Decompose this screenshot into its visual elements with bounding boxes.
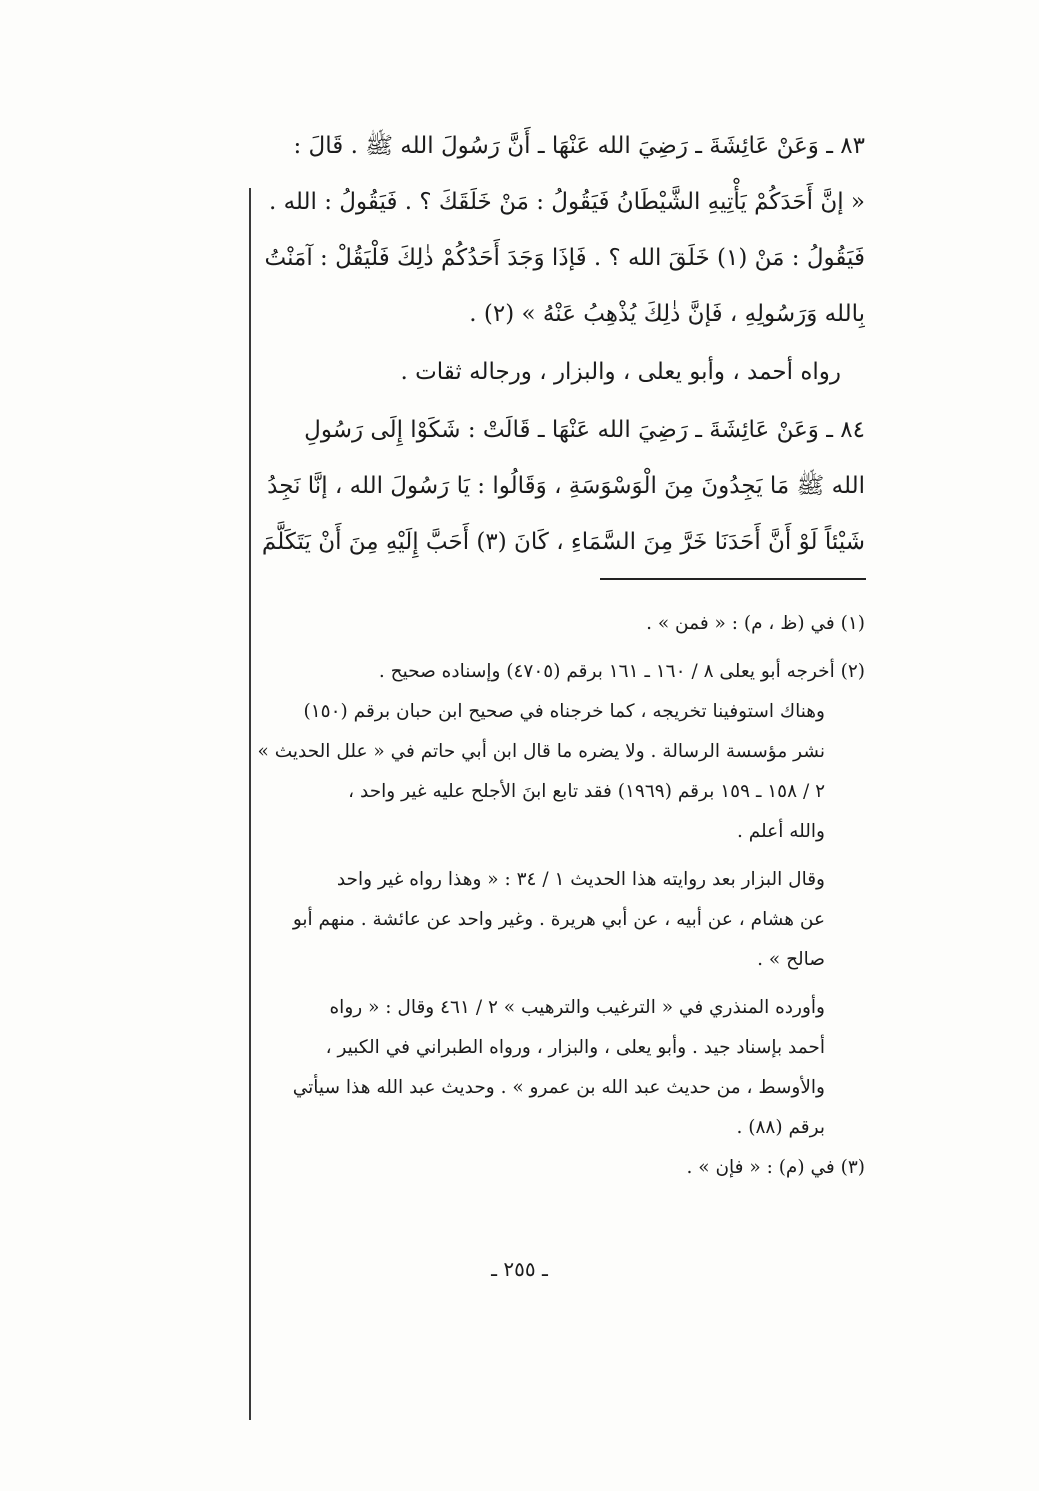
footnote-2-line: (٢) أخرجه أبو يعلى ٨ / ١٦٠ ـ ١٦١ برقم (٤٧٠٥) وإسناده صحيح . (378, 661, 865, 682)
mundhiri-paragraph-line: وأورده المنذري في « الترغيب والترهيب » ٢ / ٤٦١ وقال : « رواه (329, 997, 825, 1018)
hadith-84-line: ٨٤ ـ وَعَنْ عَائِشَةَ ـ رَضِيَ الله عَنْهَا ـ قَالَتْ : شَكَوْا إِلَى رَسُولِ (304, 417, 865, 443)
hadith-83-line: بِالله وَرَسُولِهِ ، فَإنَّ ذٰلِكَ يُذْهِبُ عَنْهُ » (٢) . (469, 301, 865, 327)
footnote-2-line: وهناك استوفينا تخريجه ، كما خرجناه في صحيح ابن حبان برقم (١٥٠) (303, 701, 825, 722)
narration-note (175, 344, 865, 400)
narration-line: رواه أحمد ، وأبو يعلى ، والبزار ، ورجاله ثقات . (400, 359, 841, 385)
bazzar-paragraph-line: صالح » . (757, 949, 825, 970)
bazzar-paragraph-line: وقال البزار بعد روايته هذا الحديث ١ / ٣٤ : « وهذا رواه غير واحد (336, 869, 825, 890)
hadith-83-line: فَيَقُولُ : مَنْ (١) خَلَقَ الله ؟ . فَإذَا وَجَدَ أَحَدُكُمْ ذٰلِكَ فَلْيَقُلْ : آمَنْتُ (264, 245, 865, 271)
footnote-2-line: نشر مؤسسة الرسالة . ولا يضره ما قال ابن أبي حاتم في « علل الحديث » (257, 741, 825, 762)
scan-artifact-line (249, 188, 251, 1420)
mundhiri-paragraph-line: والأوسط ، من حديث عبد الله بن عمرو » . وحديث عبد الله هذا سيأتي (292, 1077, 825, 1098)
footnote-1: (١) في (ظ ، م) : « فمن » . (646, 613, 865, 634)
hadith-84-line: شَيْئاً لَوْ أَنَّ أَحَدَنَا خَرَّ مِنَ السَّمَاءِ ، كَانَ (٣) أَحَبَّ إِلَيْهِ مِنَ أَنْ يَتَكَلَّمَ (261, 529, 865, 555)
mundhiri-paragraph-line: أحمد بإسناد جيد . وأبو يعلى ، والبزار ، ورواه الطبراني في الكبير ، (325, 1037, 825, 1058)
page-number: ـ ٢٥٥ ـ (491, 1257, 548, 1281)
footnotes (175, 604, 865, 1188)
footnote-3: (٣) في (م) : « فإن » . (686, 1157, 865, 1178)
mundhiri-paragraph-line: برقم (٨٨) . (736, 1117, 825, 1138)
hadith-83 (175, 118, 865, 342)
footnote-2-line: ٢ / ١٥٨ ـ ١٥٩ برقم (١٩٦٩) فقد تابع ابنَ الأجلح عليه غير واحد ، (348, 781, 825, 802)
footnote-divider (600, 578, 866, 580)
bazzar-paragraph-line: عن هشام ، عن أبيه ، عن أبي هريرة . وغير واحد عن عائشة . منهم أبو (292, 909, 825, 930)
hadith-84-line: الله ﷺ مَا يَجِدُونَ مِنَ الْوَسْوَسَةِ ، وَقَالُوا : يَا رَسُولَ الله ، إنَّا نَجِدُ (267, 473, 865, 499)
hadith-84 (175, 402, 865, 570)
hadith-83-line: ٨٣ ـ وَعَنْ عَائِشَةَ ـ رَضِيَ الله عَنْهَا ـ أَنَّ رَسُولَ الله ﷺ . قَالَ : (293, 133, 865, 159)
footnote-2-line: والله أعلم . (736, 821, 825, 842)
hadith-83-line: « إنَّ أَحَدَكُمْ يَأْتِيهِ الشَّيْطَانُ فَيَقُولُ : مَنْ خَلَقَكَ ؟ . فَيَقُولُ : الله . (268, 189, 865, 215)
